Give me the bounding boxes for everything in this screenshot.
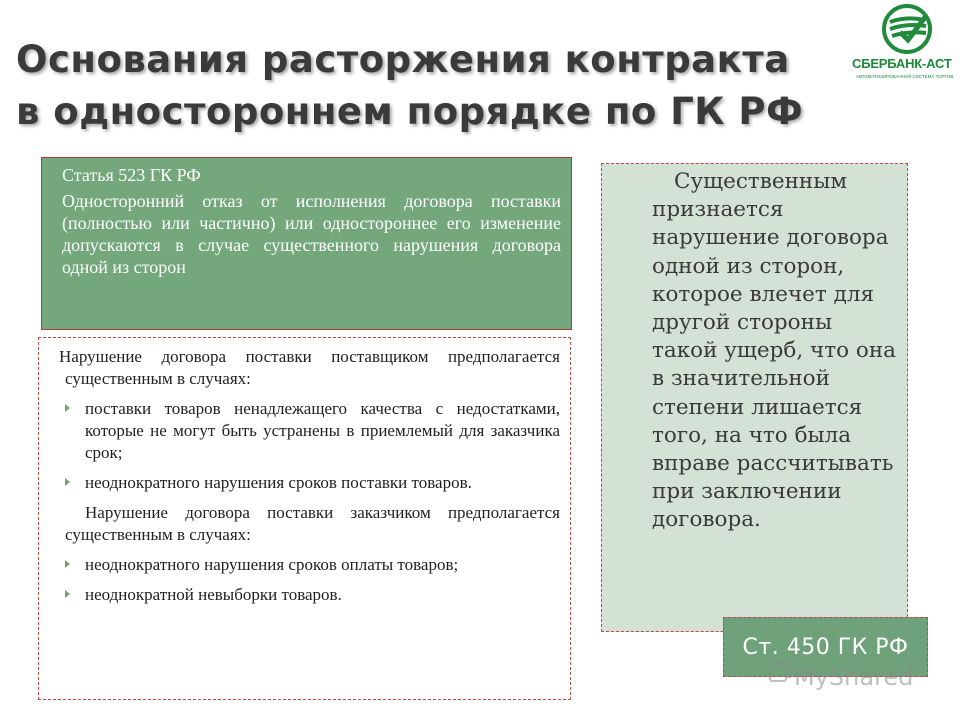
- bullet-arrow-icon: [65, 560, 70, 568]
- definition-text: Существенным признается нарушение договора одной из сторон, которое влечет для другой стороны такой ущерб, что она в значительной степени лишается того, на что была вправе рассчитывать при заключении договора.: [652, 169, 896, 533]
- list-item-text: поставки товаров ненадлежащего качества с недостатками, которые не могут быть устранены в приемлемый для заказчика срок;: [85, 399, 560, 462]
- bullet-arrow-icon: [65, 478, 70, 486]
- article-heading: Статья 523 ГК РФ: [62, 165, 201, 185]
- article-text: Односторонний отказ от исполнения договора поставки (полностью или частично) или одностороннее его изменение допускаются в случае существенного нарушения договора одной из сторон: [62, 191, 561, 277]
- slide-title: [16, 34, 896, 138]
- customer-intro: Нарушение договора поставки заказчиком предполагается существенным в случаях:: [65, 503, 560, 544]
- definition-box: [601, 163, 908, 632]
- myshared-watermark: [766, 655, 926, 695]
- watermark-text: MyShared: [794, 663, 914, 691]
- title-line-1: Основания расторжения контракта: [16, 38, 790, 81]
- list-item: [65, 584, 560, 606]
- list-item: [65, 398, 560, 464]
- logo-name: СБЕРБАНК-АСТ: [852, 56, 952, 71]
- bullet-arrow-icon: [65, 590, 70, 598]
- article-523-box: [41, 157, 572, 330]
- supplier-intro: Нарушение договора поставки поставщиком предполагается существенным в случаях:: [59, 347, 560, 388]
- list-item: [65, 554, 560, 576]
- list-item-text: неоднократного нарушения сроков оплаты товаров;: [85, 555, 459, 574]
- violations-box: [38, 337, 571, 700]
- sberbank-logo-icon: [882, 4, 932, 54]
- article-badge-label: Ст. 450 ГК РФ: [742, 634, 909, 660]
- logo-tagline: АВТОМАТИЗИРОВАННАЯ СИСТЕМА ТОРГОВ: [856, 74, 954, 79]
- sberbank-ast-logo: [852, 4, 960, 84]
- list-item: [65, 472, 560, 494]
- list-item-text: неоднократной невыборки товаров.: [85, 585, 342, 604]
- title-line-2: в одностороннем порядке по ГК РФ: [16, 90, 804, 133]
- list-item-text: неоднократного нарушения сроков поставки товаров.: [85, 473, 472, 492]
- bullet-arrow-icon: [65, 404, 70, 412]
